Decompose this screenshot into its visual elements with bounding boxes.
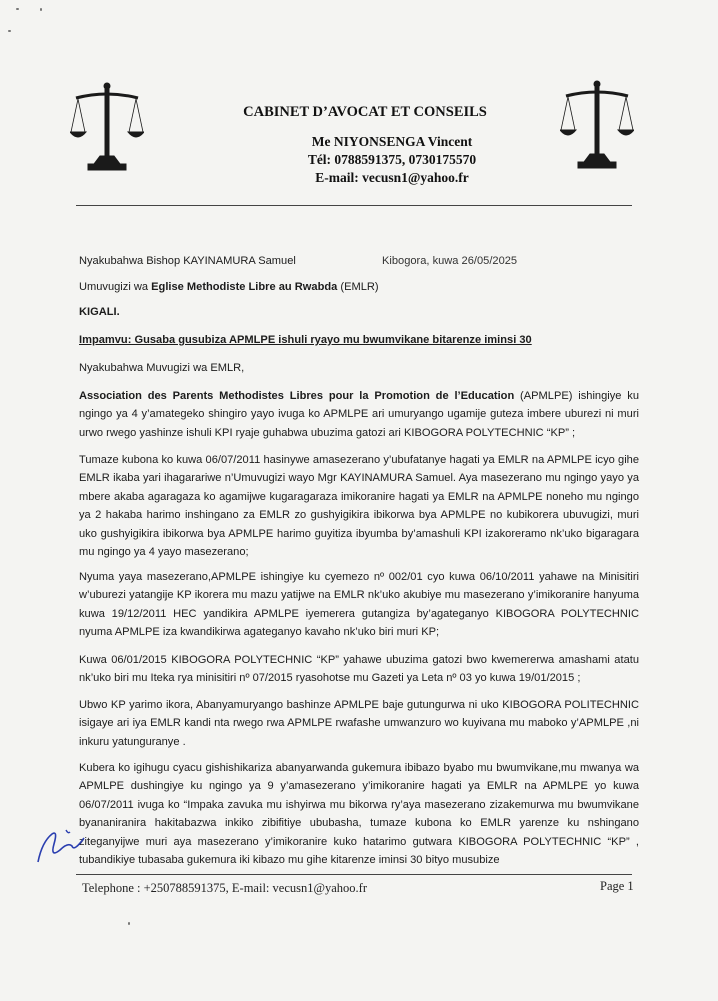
paragraph-4: Kuwa 06/01/2015 KIBOGORA POLYTECHNIC “KP” yahawe ubuzima gatozi bwo kwemererwa amashami atatu nk’uko biri mu Iteka rya minisitiri nº 07/2015 ryasohotse mu Gazeti ya Leta nº 03 yo kuwa 19/01/2015 ;: [79, 654, 639, 685]
letter-subject: Impamvu: Gusaba gusubiza APMLPE ishuli ryayo mu bwumvikane bitarenze iminsi 30: [79, 334, 532, 346]
header-divider: [76, 205, 632, 206]
scales-of-justice-icon: [560, 78, 634, 170]
firm-name: CABINET D’AVOCAT ET CONSEILS: [243, 104, 487, 120]
paragraph-5: Ubwo KP yarimo ikora, Abanyamuryango bashinze APMLPE baje gutungurwa ni uko KIBOGORA POLITECHNIC isigaye ari iya EMLR kandi nta rwego rwa APMLPE rwafashe umwanzuro wo kuyivana mu maboko y’APMLPE ,ni inkuru yatunguranye .: [79, 699, 639, 748]
church-name: Eglise Methodiste Libre au Rwabda: [151, 281, 338, 293]
scan-speck: [128, 922, 130, 925]
lawyer-email: E-mail: vecusn1@yahoo.fr: [315, 170, 469, 185]
recipient-city: KIGALI.: [79, 306, 120, 318]
lawyer-phone: Tél: 0788591375, 0730175570: [307, 152, 477, 167]
footer-divider: [76, 874, 632, 875]
recipient-role: Umuvugizi wa Eglise Methodiste Libre au Rwabda (EMLR): [79, 281, 379, 293]
page-number: Page 1: [600, 879, 634, 893]
paragraph-6: Kubera ko igihugu cyacu gishishikariza abanyarwanda gukemura ibibazo byabo mu bwumvikane,mu mwanya wa APMLPE dushingiye ku ngingo ya 9 y’amasezerano y’imikoranire hagati ya EMLR na APMLPE yo kuwa 06/07/2011 ivuga ko “Impaka zavuka mu ishyirwa mu bikorwa ry’aya masezerano zizakemurwa mu bwumvikane byananiranira hakitabazwa inkiko zibifitiye ububasha, tumaze kubona ko EMLR yarenze ku nshingano ziteganyijwe muri aya masezerano y’imikoranire kuko hatarimo gutwara KIBOGORA POLYTECHNIC “KP” , tubandikiye tubasaba gukemura iki kibazo mu gihe kitarenze iminsi 30 bityo musubize: [79, 762, 639, 867]
scales-of-justice-icon: [70, 80, 144, 172]
salutation: Nyakubahwa Muvugizi wa EMLR,: [79, 362, 245, 374]
scan-speck: [8, 30, 11, 32]
paragraph-2: Tumaze kubona ko kuwa 06/07/2011 hasinywe amasezerano y’ubufatanye hagati ya EMLR na APMLPE icyo gihe EMLR ikaba yari ihagarariwe n’Umuvugizi wayo Mgr KAYINAMURA Samuel. Aya masezerano mu ngingo yayo ya mbere akaba agaragaza ko agamijwe kugaragaraza imikoranire hagati ya EMLR na APMLPE noneho mu ngingo ya 2 hakaba harimo inshingano za EMLR zo gushyigikira ibikorwa bya APMLPE no kubikorera ubuvugizi, muri uko gushyigikira ibikorwa bya APMLPE harimo guyitiza ibyumba by’amashuli KPI izakoreramo nk’uko bigaragara mu ngingo ya 4 yayo masezerano;: [79, 454, 639, 559]
paragraph-3: Nyuma yaya masezerano,APMLPE ishingiye ku cyemezo nº 002/01 cyo kuwa 06/10/2011 yahawe na Minisitiri w’uburezi yatangije KP ikorera mu mazu yatijwe na EMLR nk’uko akubiye mu masezerano y’imikoranire hanyuma kuwa 19/12/2011 HEC yandikira APMLPE iyemerera gutangiza by’agateganyo KIBOGORA POLYTECHNIC nyuma APMLPE iza kwandikirwa agateganyo kavaho nk’uko biri muri KP;: [79, 571, 639, 639]
paragraph-1: Association des Parents Methodistes Libres pour la Promotion de l’Education (APMLPE) ishingiye ku ngingo ya 4 y’amategeko shingiro yayo ivuga ko APMLPE ari umuryango ugamije guteza imbere uburezi ni muri urwo rwego yashinze ishuli KPI ryaje guhabwa ubuzima gatozi ari KIBOGORA POLYTECHNIC “KP” ;: [79, 390, 639, 439]
scan-speck: [16, 8, 19, 10]
lawyer-name: Me NIYONSENGA Vincent: [311, 134, 473, 149]
signature: [32, 812, 92, 872]
scan-speck: [40, 8, 42, 11]
footer-contact: Telephone : +250788591375, E-mail: vecusn1@yahoo.fr: [82, 881, 367, 895]
recipient-name: Nyakubahwa Bishop KAYINAMURA Samuel: [79, 255, 296, 267]
place-date: Kibogora, kuwa 26/05/2025: [382, 255, 518, 267]
